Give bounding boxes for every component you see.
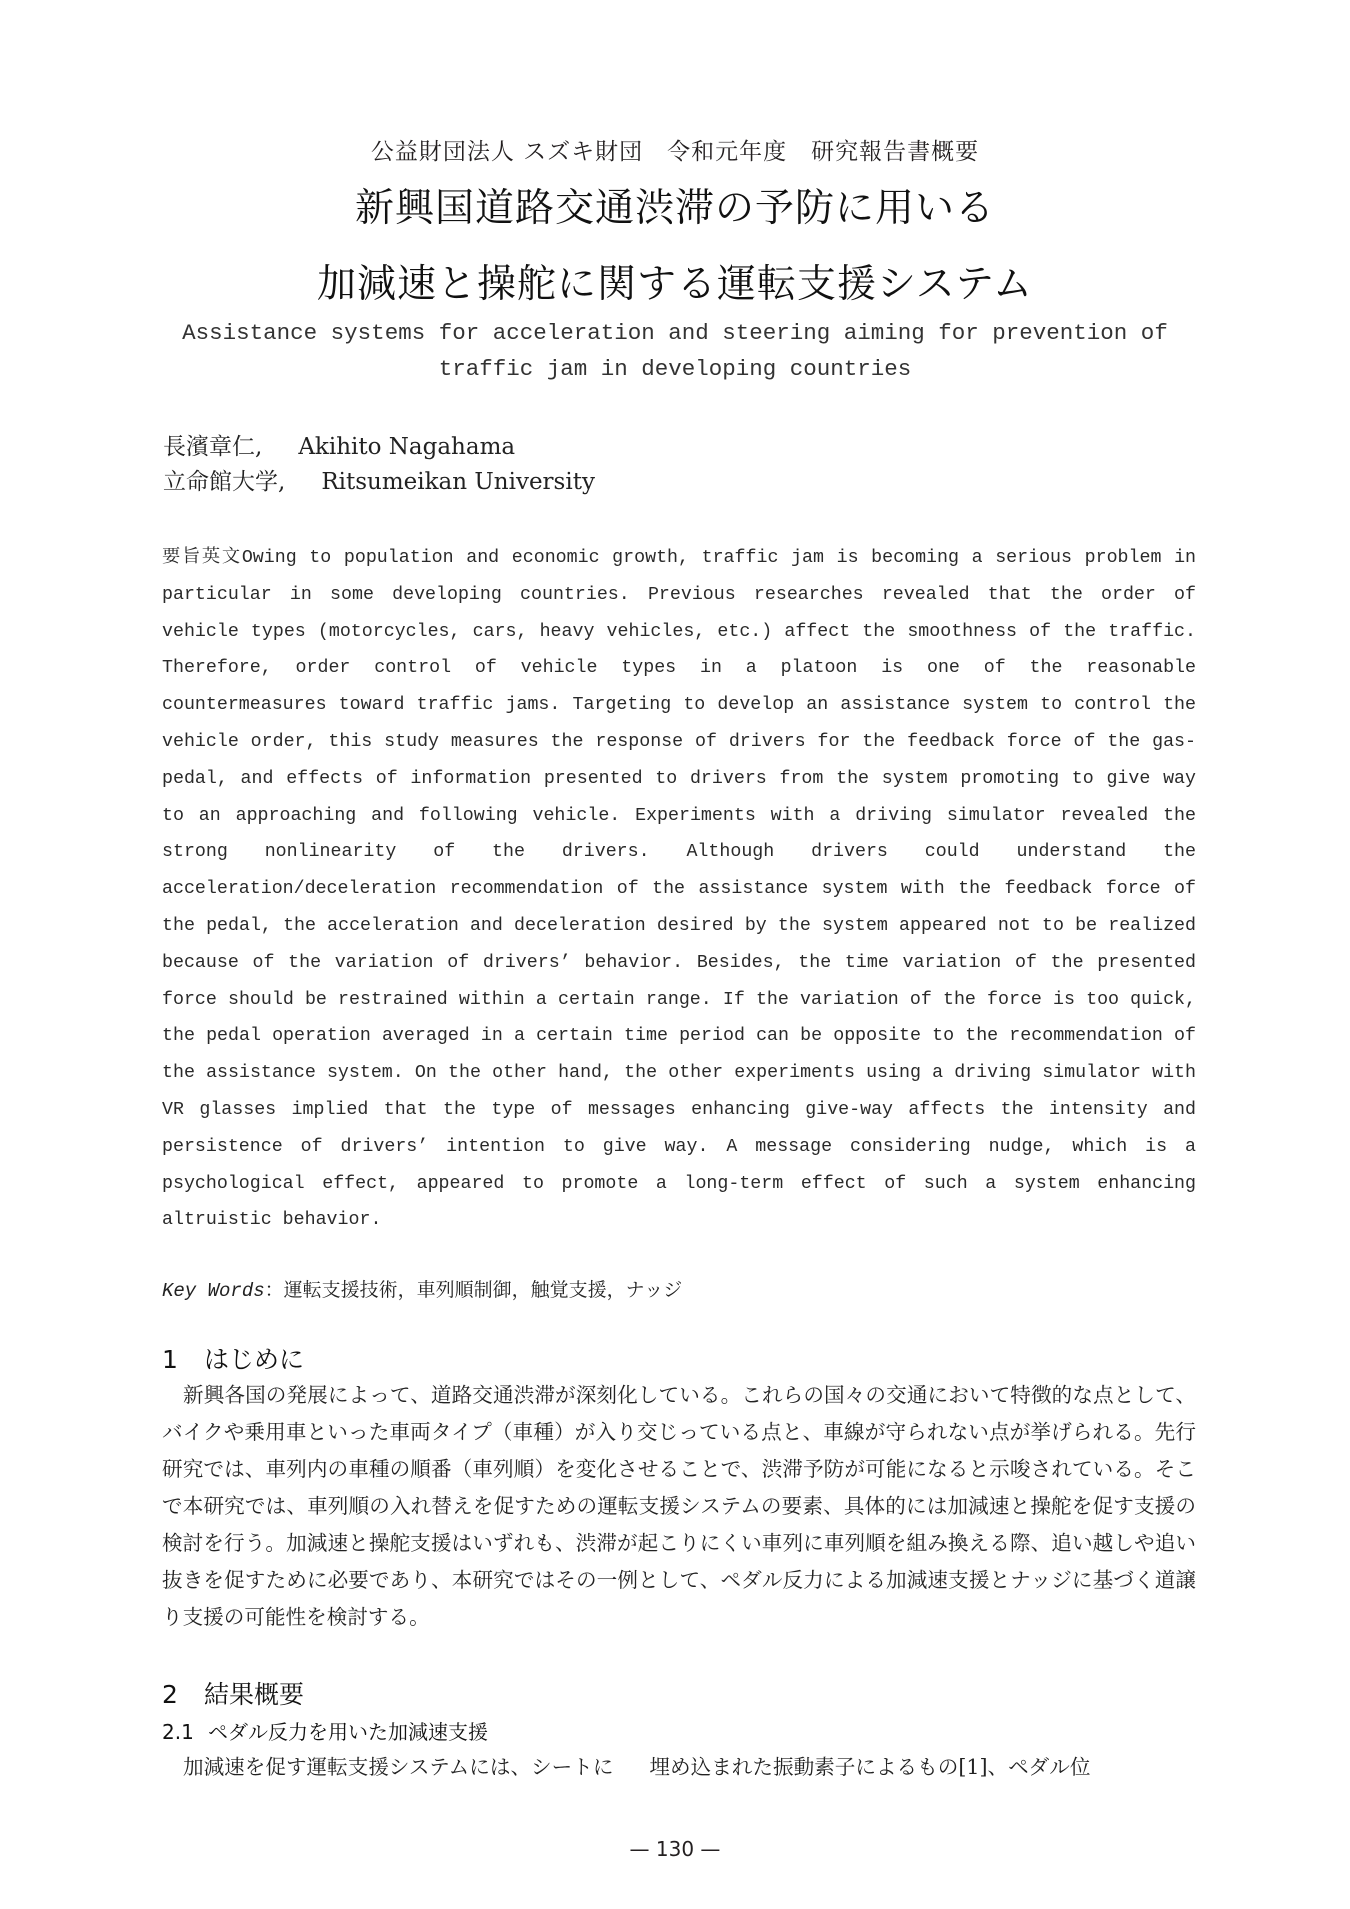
keywords-list: 運転支援技術，車列順制御，触覚支援，ナッジ	[283, 1279, 683, 1301]
section-number: 1	[162, 1345, 178, 1374]
title-jp-line2: 加減速と操舵に関する運転支援システム	[316, 262, 1034, 307]
results-paragraph	[162, 1749, 1196, 1786]
section-title: はじめに	[204, 1345, 305, 1374]
subsection-title: ペダル反力を用いた加減速支援	[208, 1720, 488, 1744]
section-heading-results	[162, 1675, 304, 1711]
keywords	[162, 1275, 682, 1302]
results-paragraph-part2: 埋め込まれた振動素子によるもの[1]、ペダル位	[649, 1755, 1091, 1779]
abstract-label: 要旨英文	[162, 546, 242, 567]
abstract	[162, 539, 1196, 1239]
title-jp-line1: 新興国道路交通渋滞の予防に用いる	[354, 186, 995, 231]
page-number: — 130 —	[629, 1837, 721, 1861]
affiliation-jp: 立命館大学,	[163, 469, 286, 495]
keywords-separator: ：	[264, 1279, 284, 1301]
author-name-en: Akihito Nagahama	[298, 434, 516, 460]
title-en-line2: traffic jam in developing countries	[438, 356, 912, 382]
author-affiliation	[163, 463, 595, 496]
author-name-jp: 長濱章仁,	[163, 434, 263, 460]
affiliation-en: Ritsumeikan University	[321, 469, 595, 495]
introduction-paragraph: 新興各国の発展によって、道路交通渋滞が深刻化している。これらの国々の交通において特徴的な点として、バイクや乗用車といった車両タイプ（車種）が入り交じっている点と、車線が守られない点が挙げられる。先行研究では、車列内の車種の順番（車列順）を変化させることで、渋滞予防が可能になると示唆されている。そこで本研究では、車列順の入れ替えを促すための運転支援システムの要素、具体的には加減速と操舵を促す支援の検討を行う。加減速と操舵支援はいずれも、渋滞が起こりにくい車列に車列順を組み換える際、追い越しや追い抜きを促すために必要であり、本研究ではその一例として、ペダル反力による加減速支援とナッジに基づく道譲り支援の可能性を検討する。	[162, 1383, 1196, 1629]
subsection-number: 2.1	[162, 1720, 194, 1744]
foundation-header: 公益財団法人 スズキ財団 令和元年度 研究報告書概要	[370, 139, 980, 165]
abstract-text: Owing to population and economic growth, traffic jam is becoming a serious problem in particular in some developing countries. Previous researches revealed that the order of vehicle types (motorcycles, cars, heavy vehicles, etc.) affect the smoothness of the traffic. Therefore, order control of vehicle types in a platoon is one of the reasonable countermeasures toward traffic jams. Targeting to develop an assistance system to control the vehicle order, this study measures the response of drivers for the feedback force of the gas-pedal, and effects of information presented to drivers from the system promoting to give way to an approaching and following vehicle. Experiments with a driving simulator revealed the strong nonlinearity of the drivers. Although drivers could understand the acceleration/deceleration recommendation of the assistance system with the feedback force of the pedal, the acceleration and deceleration desired by the system appeared not to be realized because of the variation of drivers’ behavior. Besides, the time variation of the presented force should be restrained within a certain range. If the variation of the force is too quick, the pedal operation averaged in a certain time period can be opposite to the recommendation of the assistance system. On the other hand, the other experiments using a driving simulator with VR glasses implied that the type of messages enhancing give-way affects the intensity and persistence of drivers’ intention to give way. A message considering nudge, which is a psychological effect, appeared to promote a long-term effect of such a system enhancing altruistic behavior.	[162, 548, 1197, 1231]
section-number: 2	[162, 1680, 178, 1709]
subsection-heading	[162, 1716, 488, 1745]
section-heading-introduction	[162, 1340, 304, 1376]
author-name	[163, 428, 515, 461]
keywords-label: Key Words	[162, 1280, 265, 1302]
title-en-line1: Assistance systems for acceleration and steering aiming for prevention of	[182, 320, 1168, 346]
results-paragraph-part1: 加減速を促す運転支援システムには、シートに	[183, 1755, 614, 1779]
section-title: 結果概要	[204, 1680, 305, 1709]
